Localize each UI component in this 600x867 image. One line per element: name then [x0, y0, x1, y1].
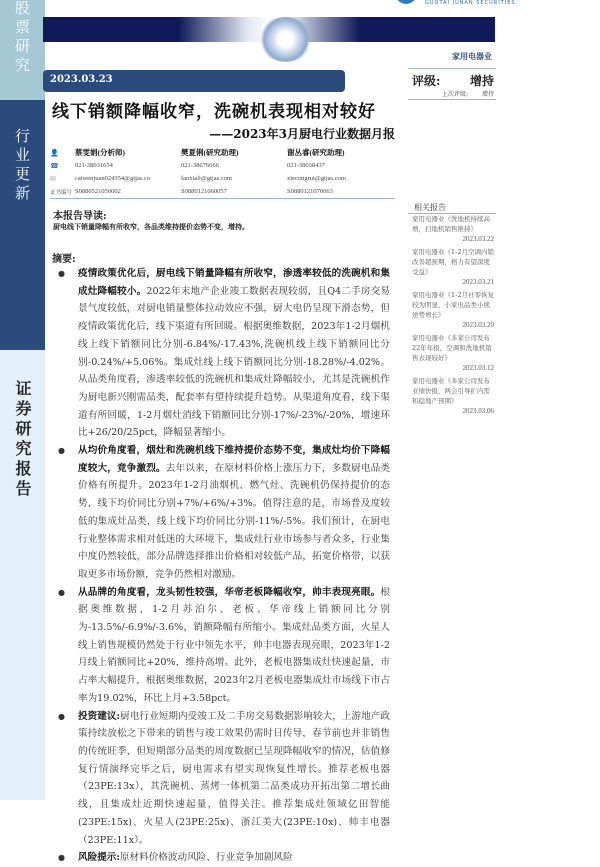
analyst-name: 蔡雯娟(分析师) — [75, 148, 125, 157]
related-report-date: 2023.03.20 — [462, 321, 494, 329]
abstract-item — [58, 849, 390, 867]
industry-label: 家用电器业 — [452, 51, 492, 61]
previous-rating-label: 上次评级: — [441, 91, 468, 98]
related-report-link[interactable]: 家用电器业《多家公司发布22年年报，空调和洗地机销售表现较好》 — [412, 334, 492, 362]
previous-rating-value: 增持 — [481, 91, 494, 98]
item-text: 2022年末地产企业竣工数据表现较弱，且Q4二手房交易景气度较低，对厨电销量整体拉动效应不强，厨大电仍呈现下滑态势，但疫情政策优化后，线下渠道有所回暖。根据奥维数据，2023年1-2月烟机线上线下销额同比分别-6.84%/-17.43%,洗碗机线上线下销额同比分别-0.24%/+5.06%。集成灶线上线下销额同比分别-18.28%/-4.02%。从品类角度看，渗透率较低的洗碗机和集成灶降幅较小，尤其是洗碗机作为厨电新兴刚需品类，配套率有望持续提升趋势。从渠道角度看，线下渠道有所回暖，1-2月烟灶消线下销额同比分别-17%/-23%/-20%，增速环比+26/20/25pct，降幅显著缩小。 — [78, 285, 390, 439]
header-banner — [43, 17, 495, 42]
analyst-cert: S0880121070063 — [287, 188, 333, 195]
rating-label: 评级: — [412, 74, 441, 88]
analyst-phone: 021-38676666 — [181, 162, 219, 169]
cert-label: 证书编号 — [50, 189, 73, 196]
previous-rating — [442, 89, 494, 98]
analyst-phone: 021-38038437 — [287, 162, 325, 169]
item-text: 根据奥维数据，1-2月苏泊尔、老板、华帝线上销额同比分别为-13.5%/-6.9%/-3.6%，销额降幅有所缩小。集成灶品类方面，火星人线上销售规模仍然处于行业中领先水平，帅丰电器表现亮眼，2023年1-2月线上销额同比+20%，维持高增。此外，老板电器集成灶快速起量，市占率大幅提升，根据奥维数据，2023年2月老板电器集成灶市场线下市占率为19.02%，环比上月+3.58pct。 — [78, 586, 390, 704]
analyst-phone: 021-38031654 — [75, 162, 113, 169]
analyst-cert: S0880521050002 — [75, 188, 121, 195]
item-heading: 从品牌的角度看，龙头韧性较强，华帝老板降幅收窄，帅丰表现亮眼。 — [78, 586, 381, 598]
sidebar-label: 证券研究报告 — [13, 380, 32, 500]
abstract-item — [58, 442, 390, 584]
sidebar-label: 行业更新 — [13, 128, 31, 204]
sidebar-report-type — [0, 350, 45, 800]
related-report-link[interactable]: 家用电器业《1-2月社零恢复较为明显，小家电品类小熊逆势增长》 — [412, 291, 494, 319]
related-report-link[interactable]: 家用电器业《1-2月空调内销改善超预期，格力有望深度受益》 — [412, 248, 494, 276]
related-report-date: 2023.03.21 — [462, 278, 494, 286]
sidebar-industry-update — [0, 100, 45, 350]
analyst-name: 谢丛睿(研究助理) — [287, 148, 345, 157]
rating-box — [408, 68, 496, 100]
company-logo-text: GUOTAI JUNAN SECURITIES — [425, 0, 516, 6]
person-icon: 👤 — [50, 148, 59, 157]
phone-icon: ☎ — [50, 161, 59, 170]
abstract-item — [58, 584, 390, 708]
item-heading: 风险提示: — [78, 852, 120, 864]
item-heading: 投资建议: — [78, 710, 121, 722]
item-text: 去年以来，在原材料价格上涨压力下，多数厨电品类价格有所提升。2023年1-2月油烟机、燃气灶、洗碗机仍保持提价的态势，线下均价同比分别+7%/+6%/+3%。值得注意的是，市场普及度较低的集成灶品类，线上线下均价同比分别-11%/-5%。我们预计，在厨电行业整体需求相对低迷的大环境下，集成灶行业市场参与者众多，行业集中度仍然较低，部分品牌选择推出价格相对较低产品，拓宽价格带，以获取更多市场份额，竞争仍然相对激励。 — [78, 462, 391, 580]
diamond-icon — [258, 17, 313, 62]
analyst-email[interactable]: fanxiali@gtjas.com — [181, 175, 232, 182]
abstract-item — [58, 708, 390, 850]
page-subtitle: ——2023年3月厨电行业数据月报 — [209, 127, 395, 141]
analyst-email[interactable]: caiwenjuan024354@gtjas.co — [75, 175, 151, 182]
related-report-link[interactable]: 家用电器业《多家公司发布业绩快报，两会引导扩内需和稳地产预期》 — [412, 377, 490, 405]
related-report-date: 2023.03.12 — [462, 364, 494, 372]
related-report-date: 2023.03.22 — [462, 235, 494, 243]
related-reports-list — [408, 213, 496, 419]
item-text: 原材料价格波动风险、行业竞争加剧风险 — [119, 852, 293, 864]
sidebar-stock-research — [0, 0, 45, 100]
report-date: 2023.03.23 — [43, 70, 345, 92]
guide-heading: 本报告导读: — [53, 211, 107, 222]
related-report-date: 2023.03.06 — [462, 407, 494, 415]
rating-value: 增持 — [469, 74, 494, 88]
email-icon: ✉ — [50, 174, 56, 183]
abstract-heading: 摘要: — [52, 254, 76, 265]
sidebar-label: 股票研究 — [13, 0, 31, 76]
item-text: 厨电行业短期内受竣工及二手房交易数据影响较大，上游地产政策持续放松之下带来的销售与竣工效果仍需时日传导，春节前也并非销售的传统旺季，但短期部分品类的周度数据已呈现降幅收窄的情况，估值修复行情演绎完毕之后，厨电需求有望实现恢复性增长。推荐老板电器（23PE:13x），其洗碗机、蒸烤一体机第二品类成功开拓出第二增长曲线，且集成灶近期快速起量，值得关注。推荐集成灶领域亿田智能(23PE:15x)、火星人(23PE:25x)、浙江美大(23PE:10x)、帅丰电器（23PE:11x）。 — [78, 710, 391, 846]
item-heading: 从均价角度看，烟灶和洗碗机线下维持提价态势不变，集成灶均价下降幅度较大，竞争激烈。 — [78, 445, 390, 474]
analyst-email[interactable]: xiecongrui@gtjas.com — [287, 175, 346, 182]
page-title: 线下销额降幅收窄，洗碗机表现相对较好 — [52, 102, 376, 122]
related-report-link[interactable]: 家用电器业《洗地机持续高增，扫地机销售维持》 — [412, 215, 490, 233]
company-logo-icon — [395, 0, 417, 4]
analyst-table — [50, 146, 395, 199]
analyst-cert: S0880121060057 — [181, 188, 227, 195]
abstract-item — [58, 265, 390, 442]
related-reports-heading: 相关报告 — [414, 203, 446, 212]
guide-text: 厨电线下销量降幅有所收窄，各品类维持提价态势不变，增持。 — [53, 222, 249, 231]
abstract-list — [58, 265, 390, 867]
analyst-name: 樊夏俐(研究助理) — [181, 148, 239, 157]
item-heading: 疫情政策优化后，厨电线下销量降幅有所收窄，渗透率较低的洗碗机和集成灶降幅较小。 — [78, 268, 390, 297]
